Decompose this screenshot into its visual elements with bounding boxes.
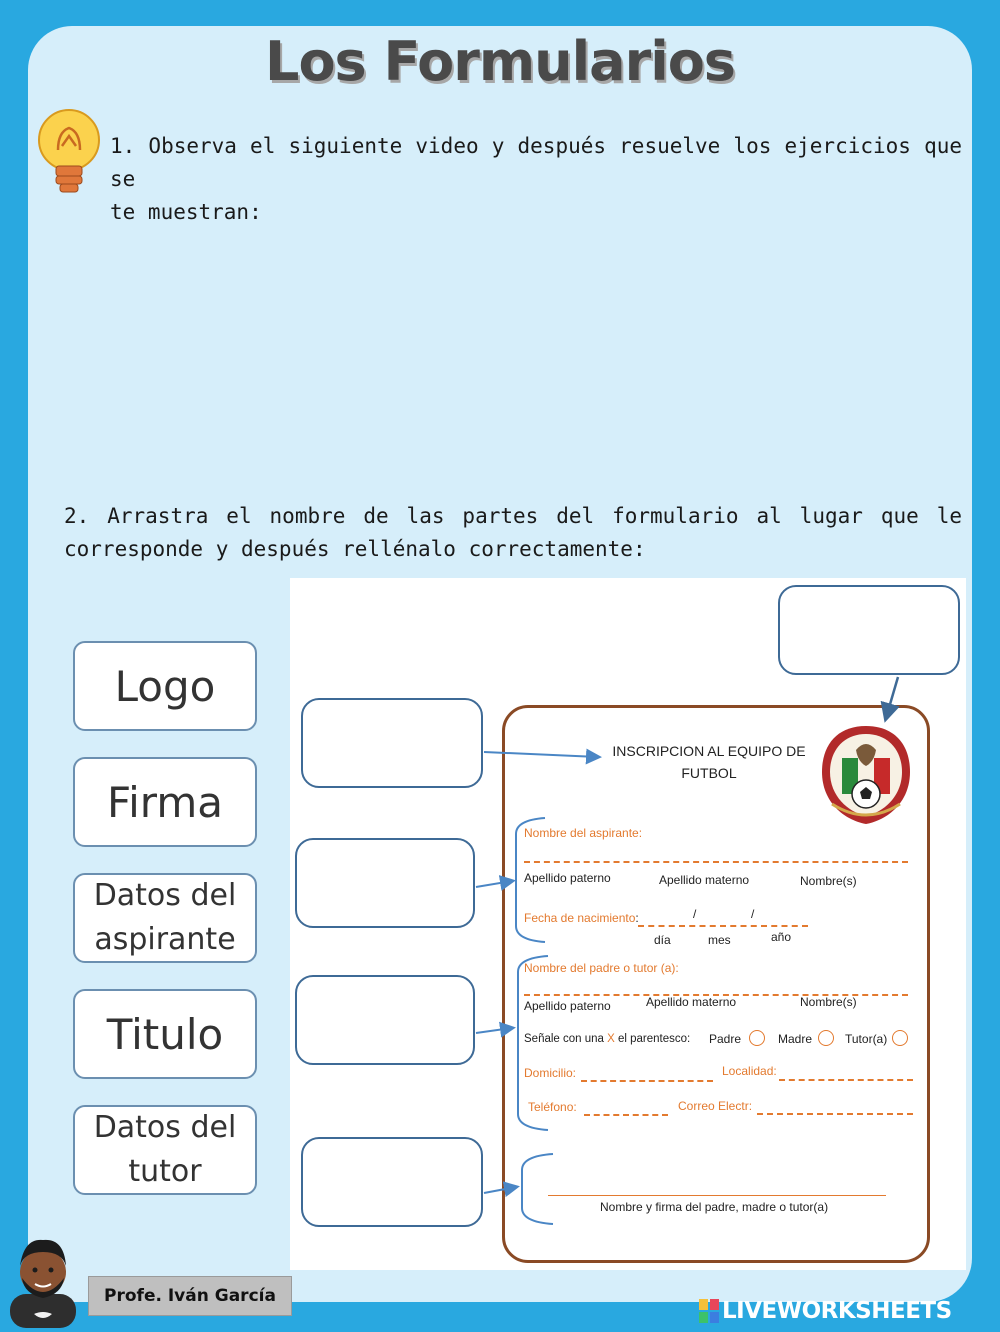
drag-label-logo[interactable]: Logo — [73, 641, 257, 731]
fecha-line[interactable] — [638, 925, 808, 927]
date-slash-2: / — [751, 907, 755, 921]
tutor-apellido-paterno: Apellido paterno — [524, 999, 611, 1013]
instruction-1: 1. Observa el siguiente video y después resuelve los ejercicios que se te muestran: — [110, 134, 962, 224]
aspirante-nombres: Nombre(s) — [800, 874, 857, 888]
localidad-label: Localidad: — [722, 1064, 777, 1078]
teacher-name-tag: Profe. Iván García — [88, 1276, 292, 1316]
telefono-label: Teléfono: — [528, 1100, 577, 1114]
signature-caption: Nombre y firma del padre, madre o tutor(a) — [600, 1200, 829, 1214]
drop-target-logo[interactable] — [778, 585, 960, 675]
domicilio-label: Domicilio: — [524, 1066, 577, 1080]
drop-target-titulo[interactable] — [301, 698, 483, 788]
page-title: Los Formularios — [265, 30, 735, 93]
drag-label-datos-aspirante[interactable]: Datos del aspirante — [73, 873, 257, 963]
liveworksheets-logo[interactable] — [698, 1294, 994, 1328]
parentesco-instruction: Señale con una X el parentesco: — [524, 1033, 691, 1045]
date-slash-1: / — [693, 907, 697, 921]
madre-label: Madre — [778, 1032, 813, 1046]
drop-target-datos-tutor[interactable] — [295, 975, 475, 1065]
madre-radio[interactable] — [818, 1030, 834, 1046]
lightbulb-icon — [34, 106, 104, 198]
telefono-line[interactable] — [584, 1114, 668, 1116]
correo-label: Correo Electr: — [678, 1099, 753, 1113]
aspirante-name-line[interactable] — [524, 861, 908, 863]
aspirante-section-label: Nombre del aspirante: — [524, 826, 643, 840]
tutor-apellido-materno: Apellido materno — [646, 995, 737, 1009]
tutor-section-label: Nombre del padre o tutor (a): — [524, 961, 679, 975]
padre-label: Padre — [709, 1032, 742, 1046]
drop-target-datos-aspirante[interactable] — [295, 838, 475, 928]
anio-label: año — [771, 930, 792, 944]
football-federation-logo — [818, 722, 914, 828]
signature-line[interactable] — [548, 1195, 886, 1196]
dia-label: día — [654, 933, 671, 947]
fecha-nacimiento-label: Fecha de nacimiento: — [524, 911, 639, 925]
tutor-option-label: Tutor(a) — [845, 1032, 888, 1046]
aspirante-apellido-materno: Apellido materno — [659, 873, 750, 887]
liveworksheets-wordmark: LIVEWORKSHEETS — [722, 1298, 952, 1324]
domicilio-line[interactable] — [581, 1080, 713, 1082]
drag-label-titulo[interactable]: Titulo — [73, 989, 257, 1079]
drag-label-datos-tutor[interactable]: Datos del tutor — [73, 1105, 257, 1195]
liveworksheets-icon — [698, 1298, 720, 1324]
mes-label: mes — [708, 933, 731, 947]
padre-radio[interactable] — [749, 1030, 765, 1046]
tutor-nombres: Nombre(s) — [800, 995, 857, 1009]
tutor-radio[interactable] — [892, 1030, 908, 1046]
instruction-2: 2. Arrastra el nombre de las partes del formulario al lugar que le corresponde y después rellénalo correctamente: — [64, 504, 962, 561]
teacher-avatar — [6, 1232, 82, 1328]
localidad-line[interactable] — [779, 1079, 913, 1081]
video-placeholder[interactable] — [60, 210, 950, 480]
correo-line[interactable] — [757, 1113, 913, 1115]
drop-target-firma[interactable] — [301, 1137, 483, 1227]
drag-label-firma[interactable]: Firma — [73, 757, 257, 847]
form-title: INSCRIPCION AL EQUIPO DE FUTBOL — [612, 743, 806, 781]
aspirante-apellido-paterno: Apellido paterno — [524, 871, 611, 885]
